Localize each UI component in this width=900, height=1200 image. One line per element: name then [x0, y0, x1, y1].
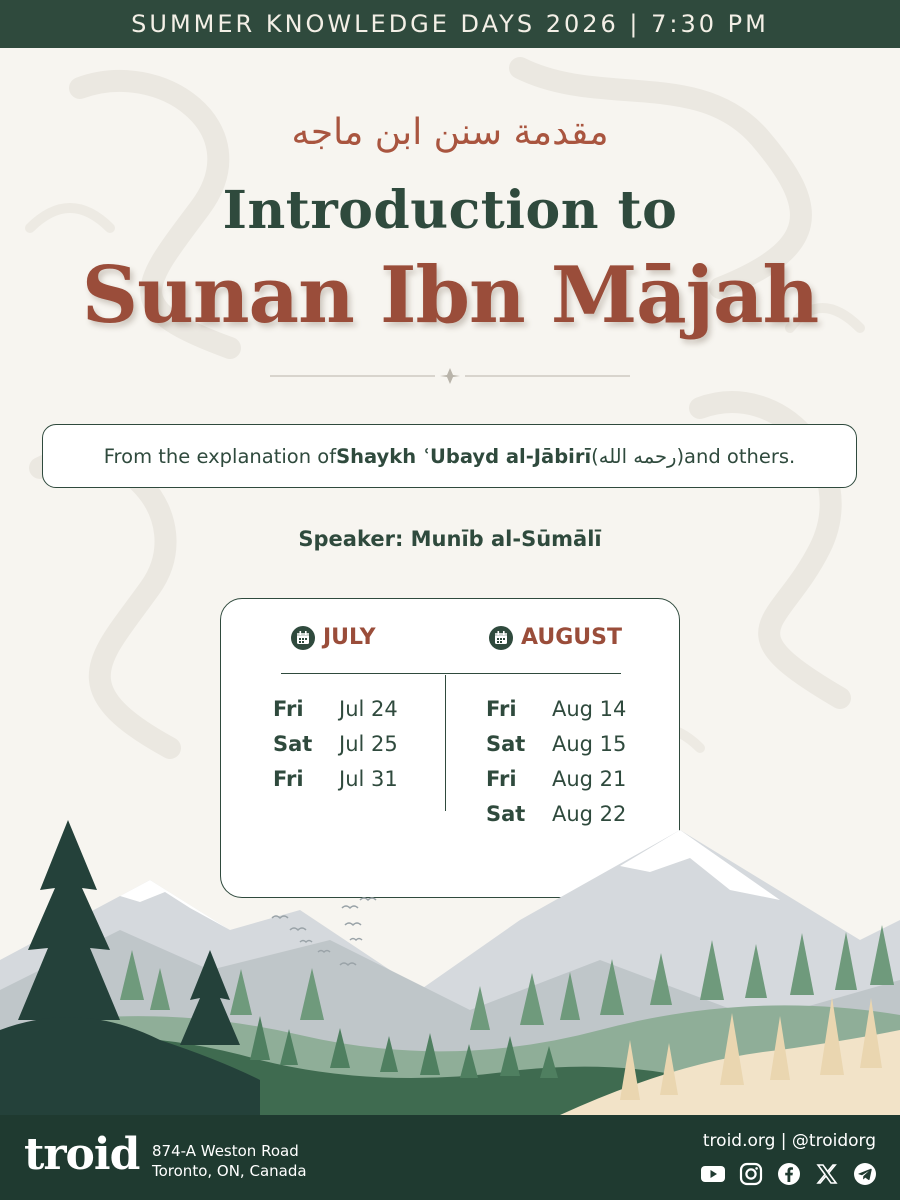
title-line-1: Introduction to: [222, 180, 678, 241]
month-july: [291, 625, 376, 650]
troid-logo: troid: [24, 1129, 140, 1180]
session-date: Aug 15: [552, 732, 627, 756]
session-day: Sat: [273, 732, 313, 756]
title-line-2: Sunan Ibn Mājah: [81, 250, 819, 341]
session-date: Jul 24: [339, 697, 398, 721]
month-label: JULY: [323, 625, 376, 650]
session-day: Fri: [486, 697, 517, 721]
session-date: Aug 21: [552, 767, 627, 791]
header-rule: [281, 673, 621, 674]
footer: [0, 1115, 900, 1200]
address: [152, 1141, 307, 1181]
ornament-divider: [270, 366, 630, 386]
speaker: Speaker: Munīb al-Sūmālī: [298, 527, 602, 551]
session-row: [273, 767, 398, 791]
address-line-2: Toronto, ON, Canada: [152, 1162, 307, 1180]
address-line-1: 874-A Weston Road: [152, 1142, 299, 1160]
arabic-title: مقدمة سنن ابن ماجه: [291, 112, 609, 153]
session-date: Aug 14: [552, 697, 627, 721]
youtube-icon[interactable]: [700, 1161, 726, 1187]
scholar-name: Shaykh ʿUbayd al-Jābirī: [336, 444, 592, 468]
honorific: (رحمه الله): [591, 444, 685, 468]
x-icon[interactable]: [814, 1161, 840, 1187]
top-banner: [0, 0, 900, 48]
session-row: [486, 732, 626, 756]
explanation-suffix: and others.: [684, 444, 796, 468]
session-day: Sat: [486, 732, 526, 756]
session-row: [273, 732, 398, 756]
session-day: Sat: [486, 802, 526, 826]
instagram-icon[interactable]: [738, 1161, 764, 1187]
banner-text: SUMMER KNOWLEDGE DAYS 2026 | 7:30 PM: [131, 10, 769, 38]
session-day: Fri: [486, 767, 517, 791]
month-label: AUGUST: [521, 625, 622, 650]
month-august: [489, 625, 622, 650]
website-handle[interactable]: troid.org | @troidorg: [702, 1131, 876, 1151]
session-day: Fri: [273, 697, 304, 721]
facebook-icon[interactable]: [776, 1161, 802, 1187]
column-rule: [445, 675, 446, 811]
session-date: Jul 25: [339, 732, 398, 756]
calendar-icon: [489, 626, 513, 650]
session-date: Aug 22: [552, 802, 627, 826]
telegram-icon[interactable]: [852, 1161, 878, 1187]
session-row: [273, 697, 398, 721]
session-date: Jul 31: [339, 767, 398, 791]
social-links: [700, 1161, 878, 1187]
calendar-icon: [291, 626, 315, 650]
explanation-box: [42, 424, 857, 488]
session-row: [486, 767, 626, 791]
forest-mountain-scenery: [0, 800, 900, 1115]
session-row: [486, 697, 626, 721]
explanation-prefix: From the explanation of: [103, 444, 337, 468]
session-day: Fri: [273, 767, 304, 791]
